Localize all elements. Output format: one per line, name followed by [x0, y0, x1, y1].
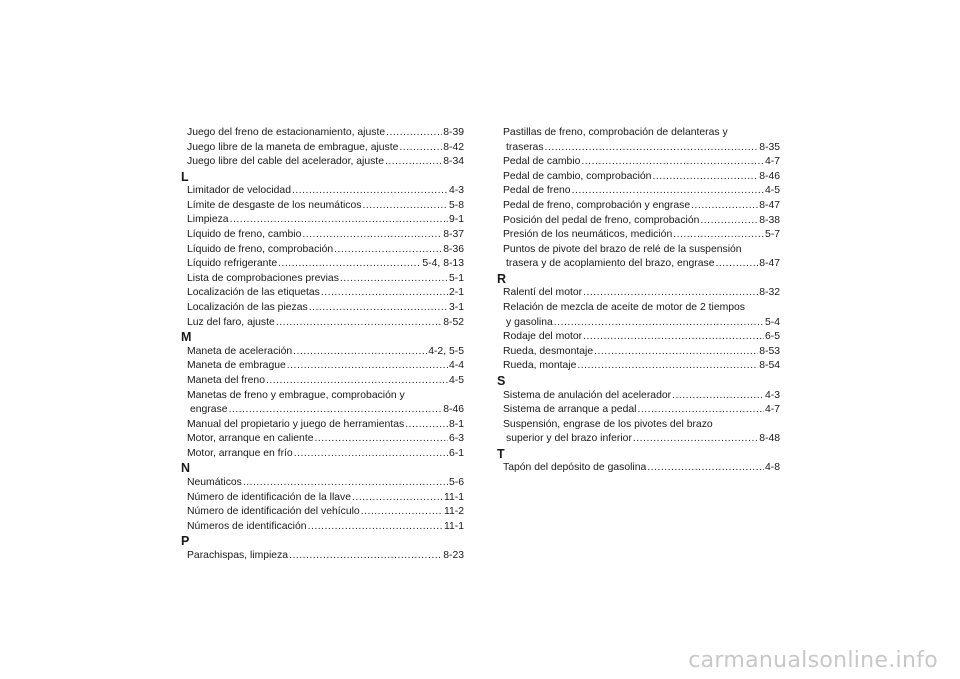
- index-entry-text: engrase: [190, 404, 228, 416]
- index-entry: [181, 491, 464, 506]
- dot-leader: [276, 316, 442, 331]
- index-entry-text: trasera y de acoplamiento del brazo, engrase: [506, 258, 715, 270]
- index-page-ref: 5-7: [764, 229, 780, 241]
- index-entry-text: Líquido de freno, cambio: [187, 229, 302, 241]
- index-page-ref: 4-5: [764, 185, 780, 197]
- index-entry: [181, 316, 464, 331]
- dot-leader: [577, 359, 758, 374]
- index-page-ref: 8-42: [443, 141, 464, 153]
- dot-leader: [554, 316, 764, 331]
- dot-leader: [385, 155, 442, 170]
- index-page-ref: 9-1: [448, 214, 464, 226]
- index-entry-text: Límite de desgaste de los neumáticos: [187, 199, 362, 211]
- dot-leader: [352, 491, 443, 506]
- index-entry-text: Suspensión, engrase de los pivotes del brazo: [503, 418, 713, 430]
- index-entry-text: Rueda, montaje: [503, 360, 577, 372]
- dot-leader: [405, 418, 448, 433]
- index-entry: [497, 461, 780, 476]
- index-entry-text: Posición del pedal de freno, comprobación: [503, 214, 700, 226]
- index-entry-text: Motor, arranque en frío: [187, 447, 293, 459]
- dot-leader: [292, 184, 448, 199]
- index-entry-text: Líquido refrigerante: [187, 258, 278, 270]
- index-letter-heading: S: [497, 374, 506, 388]
- index-letter-heading: M: [181, 330, 192, 345]
- dot-leader: [583, 330, 764, 345]
- index-entry: [181, 359, 464, 374]
- index-entry-text: Maneta de aceleración: [187, 345, 293, 357]
- dot-leader: [278, 257, 421, 272]
- index-entry: [181, 505, 464, 520]
- index-entry-text: Pedal de freno, comprobación y engrase: [503, 199, 691, 211]
- dot-leader: [637, 403, 764, 418]
- index-page-ref: 8-47: [759, 258, 780, 270]
- index-page-ref: 8-35: [759, 141, 780, 153]
- index-entry: [497, 403, 780, 418]
- dot-leader: [308, 520, 443, 535]
- index-entry-text: Sistema de arranque a pedal: [503, 404, 637, 416]
- index-entry: [181, 301, 464, 316]
- index-page-ref: 8-36: [443, 243, 464, 255]
- index-page-ref: 6-1: [448, 447, 464, 459]
- dot-leader: [647, 461, 764, 476]
- index-page-ref: 5-4: [764, 316, 780, 328]
- index-entry: [497, 199, 780, 214]
- index-entry: [497, 170, 780, 185]
- dot-leader: [309, 301, 448, 316]
- dot-leader: [673, 228, 764, 243]
- index-page-ref: 8-34: [443, 156, 464, 168]
- index-page-ref: 11-1: [443, 520, 464, 532]
- index-entry-text: Maneta del freno: [187, 374, 265, 386]
- index-page-ref: 11-2: [443, 506, 464, 518]
- index-page-ref: 8-46: [759, 170, 780, 182]
- index-page-ref: 8-46: [443, 404, 464, 416]
- index-entry: [181, 272, 464, 287]
- dot-leader: [691, 199, 758, 214]
- index-page-ref: 4-8: [764, 462, 780, 474]
- index-entry-text: Neumáticos: [187, 476, 242, 488]
- dot-leader: [340, 272, 448, 287]
- dot-leader: [700, 214, 758, 229]
- index-entry: [181, 286, 464, 301]
- dot-leader: [230, 213, 448, 228]
- dot-leader: [294, 447, 448, 462]
- index-entry: [497, 432, 780, 447]
- index-entry-text: Manual del propietario y juego de herramientas: [187, 418, 405, 430]
- index-letter-heading: N: [181, 461, 191, 476]
- index-entry-text: Pedal de cambio, comprobación: [503, 170, 652, 182]
- dot-leader: [633, 432, 758, 447]
- index-entry-text: Luz del faro, ajuste: [187, 316, 275, 328]
- dot-leader: [293, 345, 427, 360]
- dot-leader: [672, 389, 764, 404]
- dot-leader: [302, 228, 442, 243]
- index-entry: [497, 184, 780, 199]
- index-entry-text: Lista de comprobaciones previas: [187, 272, 339, 284]
- index-entry-text: Líquido de freno, comprobación: [187, 243, 334, 255]
- index-column-right: [497, 126, 780, 476]
- dot-leader: [362, 199, 448, 214]
- dot-leader: [287, 359, 448, 374]
- index-page-ref: 8-52: [443, 316, 464, 328]
- index-entry: [181, 155, 464, 170]
- index-page-ref: 5-1: [448, 272, 464, 284]
- index-entry: [497, 228, 780, 243]
- index-page-ref: 3-1: [448, 302, 464, 314]
- index-entry-text: Maneta de embrague: [187, 360, 286, 372]
- index-page-ref: 8-54: [759, 360, 780, 372]
- index-entry-text: Juego libre del cable del acelerador, ajuste: [187, 156, 384, 168]
- index-entry-text: Presión de los neumáticos, medición: [503, 229, 673, 241]
- index-entry: [181, 476, 464, 491]
- index-entry: [497, 214, 780, 229]
- index-entry-text: Puntos de pivote del brazo de relé de la suspensión: [503, 243, 742, 255]
- index-entry: [497, 155, 780, 170]
- index-letter-heading: L: [181, 169, 189, 184]
- watermark: carmanualsonline.info: [688, 648, 938, 673]
- dot-leader: [581, 155, 764, 170]
- index-page-ref: 8-48: [759, 433, 780, 445]
- dot-leader: [386, 126, 442, 141]
- index-entry: [181, 345, 464, 360]
- index-entry: [181, 374, 464, 389]
- index-page-ref: 2-1: [448, 287, 464, 299]
- dot-leader: [572, 184, 764, 199]
- index-entry-text: Limitador de velocidad: [187, 185, 291, 197]
- index-entry-text: Números de identificación: [187, 520, 307, 532]
- dot-leader: [399, 141, 442, 156]
- index-entry-text: Rueda, desmontaje: [503, 345, 594, 357]
- dot-leader: [594, 345, 758, 360]
- dot-leader: [315, 432, 448, 447]
- index-entry-text: superior y del brazo inferior: [506, 433, 632, 445]
- index-entry: [497, 141, 780, 156]
- index-page-ref: 4-3: [764, 389, 780, 401]
- index-entry: [181, 418, 464, 433]
- index-entry-text: Sistema de anulación del acelerador: [503, 389, 672, 401]
- index-page-ref: 8-1: [448, 418, 464, 430]
- index-entry-text: Parachispas, limpieza: [187, 549, 289, 561]
- dot-leader: [716, 257, 759, 272]
- index-page-ref: 4-7: [764, 404, 780, 416]
- index-entry-text: Motor, arranque en caliente: [187, 433, 314, 445]
- index-entry-text: Relación de mezcla de aceite de motor de 2 tiempos: [503, 302, 746, 314]
- index-page-ref: 4-2, 5-5: [428, 345, 464, 357]
- index-entry-text: Rodaje del motor: [503, 331, 583, 343]
- index-page-ref: 8-23: [443, 549, 464, 561]
- index-entry-text: Juego del freno de estacionamiento, ajuste: [187, 127, 386, 138]
- index-page-ref: 4-3: [448, 185, 464, 197]
- index-entry-text: traseras: [506, 141, 544, 153]
- dot-leader: [289, 549, 442, 564]
- index-entry-text: Localización de las piezas: [187, 302, 308, 314]
- dot-leader: [321, 286, 448, 301]
- index-letter-heading: P: [181, 534, 190, 549]
- index-page-ref: 8-53: [759, 345, 780, 357]
- index-page-ref: 8-47: [759, 199, 780, 211]
- index-entry-text: Número de identificación de la llave: [187, 491, 352, 503]
- index-entry-text: Número de identificación del vehículo: [187, 506, 360, 518]
- index-letter-heading: R: [497, 271, 507, 286]
- index-entry: [497, 389, 780, 404]
- index-page-ref: 4-5: [448, 374, 464, 386]
- dot-leader: [229, 403, 443, 418]
- index-entry: [181, 447, 464, 462]
- index-entry-text: Juego libre de la maneta de embrague, ajuste: [187, 141, 399, 153]
- index-page-ref: 8-38: [759, 214, 780, 226]
- index-page-ref: 11-1: [443, 491, 464, 503]
- index-entry: [181, 520, 464, 535]
- index-page-ref: 6-5: [764, 331, 780, 343]
- index-entry: [181, 213, 464, 228]
- index-letter-heading: T: [497, 446, 505, 461]
- index-entry: [181, 257, 464, 272]
- index-entry: [181, 243, 464, 258]
- index-entry-text: Pedal de cambio: [503, 156, 581, 168]
- index-entry: [181, 228, 464, 243]
- index-entry-text: Limpieza: [187, 214, 229, 226]
- index-entry: [497, 316, 780, 331]
- index-page-ref: 5-6: [448, 476, 464, 488]
- index-entry: [181, 549, 464, 564]
- index-entry-text: y gasolina: [506, 316, 553, 328]
- index-entry: [181, 141, 464, 156]
- index-page-ref: 5-4, 8-13: [422, 258, 464, 270]
- index-entry: [497, 330, 780, 345]
- index-column-left: [181, 126, 464, 563]
- index-page-ref: 5-8: [448, 199, 464, 211]
- index-entry-text: Ralentí del motor: [503, 287, 583, 299]
- index-entry: [181, 184, 464, 199]
- dot-leader: [583, 286, 758, 301]
- dot-leader: [334, 243, 442, 258]
- index-page-ref: 6-3: [448, 433, 464, 445]
- index-entry: [497, 257, 780, 272]
- index-entry-text: Manetas de freno y embrague, comprobación y: [187, 389, 405, 401]
- dot-leader: [266, 374, 448, 389]
- index-entry-text: Pedal de freno: [503, 185, 571, 197]
- dot-leader: [652, 170, 758, 185]
- dot-leader: [361, 505, 443, 520]
- index-entry-text: Tapón del depósito de gasolina: [503, 462, 647, 474]
- dot-leader: [545, 141, 759, 156]
- index-entry: [181, 199, 464, 214]
- index-page-ref: 8-39: [443, 127, 464, 138]
- index-page-ref: 4-4: [448, 360, 464, 372]
- index-page-ref: 4-7: [764, 156, 780, 168]
- index-entry-text: Pastillas de freno, comprobación de delanteras y: [503, 127, 728, 138]
- index-entry: [497, 345, 780, 360]
- index-entry: [181, 432, 464, 447]
- index-entry-text: Localización de las etiquetas: [187, 287, 320, 299]
- index-entry: [181, 403, 464, 418]
- index-page-ref: 8-37: [443, 229, 464, 241]
- index-entry: [181, 126, 464, 141]
- index-page-ref: 8-32: [759, 287, 780, 299]
- index-entry: [497, 286, 780, 301]
- index-entry: [497, 359, 780, 374]
- dot-leader: [243, 476, 448, 491]
